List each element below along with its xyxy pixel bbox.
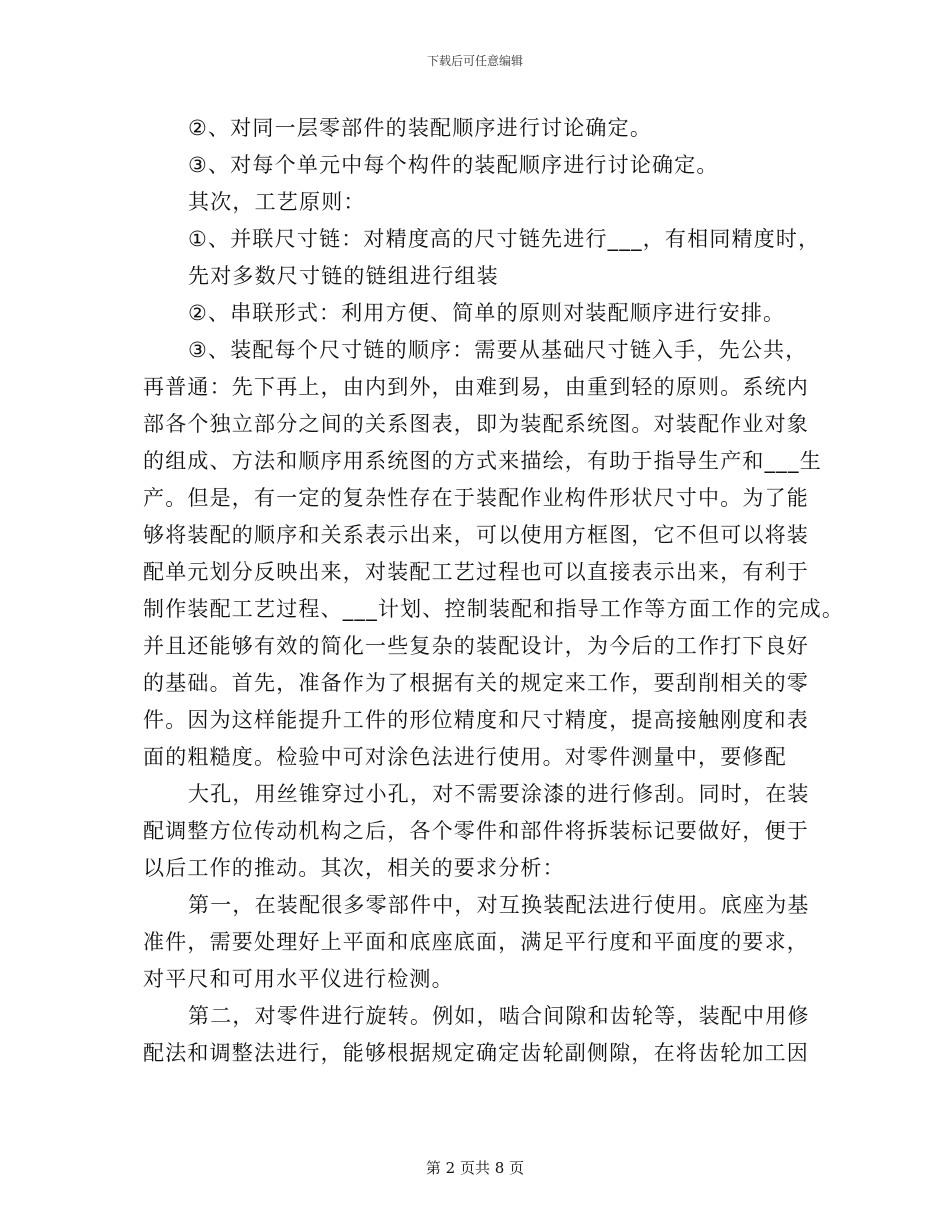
text-line: 先对多数尺寸链的链组进行组装 [188, 264, 499, 288]
text-line: 并且还能够有效的简化一些复杂的装配设计，为今后的工作打下良好 [143, 634, 809, 658]
text-line: 制作装配工艺过程、___计划、控制装配和指导工作等方面工作的完成。 [143, 597, 845, 621]
text-line: 面的粗糙度。检验中可对涂色法进行使用。对零件测量中，要修配 [143, 745, 787, 769]
text-line: 的组成、方法和顺序用系统图的方式来描绘，有助于指导生产和___生 [143, 449, 822, 473]
text-line: ②、串联形式：利用方便、简单的原则对装配顺序进行安排。 [188, 301, 786, 325]
text-line: 够将装配的顺序和关系表示出来，可以使用方框图，它不但可以将装 [143, 523, 809, 547]
text-line: 再普通：先下再上，由内到外，由难到易，由重到轻的原则。系统内 [143, 375, 809, 399]
text-line: 的基础。首先，准备作为了根据有关的规定来工作，要刮削相关的零 [143, 671, 809, 695]
page-number: 第 2 页共 8 页 [425, 1159, 525, 1177]
text-line: 对平尺和可用水平仪进行检测。 [143, 967, 454, 991]
text-line: ③、对每个单元中每个构件的装配顺序进行讨论确定。 [188, 153, 719, 177]
text-line: 以后工作的推动。其次，相关的要求分析： [143, 856, 565, 880]
text-line: 配调整方位传动机构之后，各个零件和部件将拆装标记要做好，便于 [143, 819, 809, 843]
text-line: 产。但是，有一定的复杂性存在于装配作业构件形状尺寸中。为了能 [143, 486, 809, 510]
text-line: 部各个独立部分之间的关系图表，即为装配系统图。对装配作业对象 [143, 412, 809, 436]
text-line: 第二，对零件进行旋转。例如，啮合间隙和齿轮等，装配中用修 [188, 1004, 810, 1028]
text-line: 件。因为这样能提升工件的形位精度和尺寸精度，提高接触刚度和表 [143, 708, 809, 732]
page-header: 下载后可任意编辑 [426, 54, 523, 68]
text-line: 大孔，用丝锥穿过小孔，对不需要涂漆的进行修刮。同时，在装 [188, 782, 810, 806]
text-line: ③、装配每个尺寸链的顺序：需要从基础尺寸链入手，先公共， [188, 338, 808, 362]
text-line: ②、对同一层零部件的装配顺序进行讨论确定。 [188, 116, 653, 140]
text-line: 准件，需要处理好上平面和底座底面，满足平行度和平面度的要求， [143, 930, 809, 954]
text-line: 配法和调整法进行，能够根据规定确定齿轮副侧隙，在将齿轮加工因 [143, 1041, 809, 1065]
text-line: 其次，工艺原则： [188, 190, 366, 214]
text-line: 第一，在装配很多零部件中，对互换装配法进行使用。底座为基 [188, 893, 810, 917]
text-line: 配单元划分反映出来，对装配工艺过程也可以直接表示出来，有利于 [143, 560, 809, 584]
text-line: ①、并联尺寸链：对精度高的尺寸链先进行___，有相同精度时， [188, 227, 821, 251]
